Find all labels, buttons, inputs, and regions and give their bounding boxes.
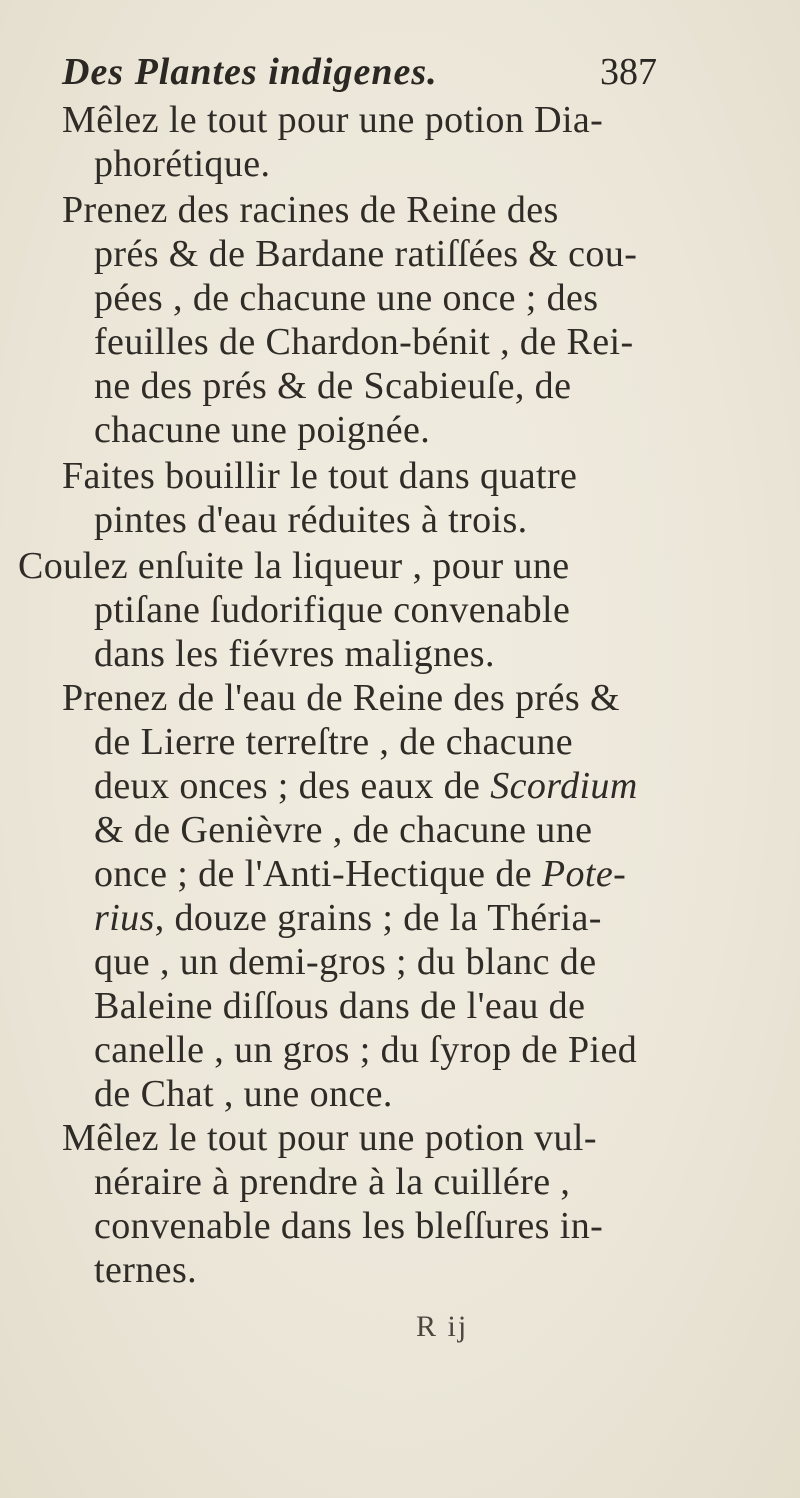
text-line-part: deux onces ; des eaux de xyxy=(94,765,481,807)
text-line: Mêlez le tout pour une potion Dia- xyxy=(62,99,604,141)
italic-term: rius xyxy=(94,897,155,939)
text-line: de Chat , une once. xyxy=(94,1073,393,1115)
text-line: & de Genièvre , de chacune une xyxy=(94,809,593,851)
text-line: de Lierre terreſtre , de chacune xyxy=(94,721,574,763)
text-line: convenable dans les bleſſures in- xyxy=(94,1205,604,1247)
page-number: 387 xyxy=(600,51,657,93)
text-line: phorétique. xyxy=(94,143,271,185)
running-title: Des Plantes indigenes. xyxy=(62,51,438,93)
text-line: ternes. xyxy=(94,1249,198,1291)
text-line: néraire à prendre à la cuillére , xyxy=(94,1161,571,1203)
text-line: pées , de chacune une once ; des xyxy=(94,277,599,319)
text-line: canelle , un gros ; du ſyrop de Pied xyxy=(94,1029,638,1071)
text-line: chacune une poignée. xyxy=(94,409,431,451)
running-header xyxy=(62,50,722,104)
text-line: que , un demi-gros ; du blanc de xyxy=(94,941,597,983)
text-line: Coulez enſuite la liqueur , pour une xyxy=(18,545,570,587)
text-line: Faites bouillir le tout dans quatre xyxy=(62,455,578,497)
text-line: dans les fiévres malignes. xyxy=(94,633,495,675)
italic-term: Pote- xyxy=(541,853,627,895)
text-line-part: once ; de l'Anti-Hectique de xyxy=(94,853,532,895)
text-line xyxy=(94,764,638,808)
text-line-part: , douze grains ; de la Théria- xyxy=(154,897,602,939)
text-line: feuilles de Chardon-bénit , de Rei- xyxy=(94,321,634,363)
text-line xyxy=(94,852,626,896)
text-line: ptiſane ſudorifique convenable xyxy=(94,589,571,631)
signature-mark: R ij xyxy=(416,1310,469,1343)
italic-term: Scordium xyxy=(490,765,638,807)
text-line: Baleine diſſous dans de l'eau de xyxy=(94,985,586,1027)
text-line: Prenez de l'eau de Reine des prés & xyxy=(62,677,620,719)
text-line: pintes d'eau réduites à trois. xyxy=(94,499,528,541)
text-line: Mêlez le tout pour une potion vul- xyxy=(62,1117,597,1159)
text-line: Prenez des racines de Reine des xyxy=(62,189,559,231)
text-line: prés & de Bardane ratiſſées & cou- xyxy=(94,233,638,275)
text-line xyxy=(94,896,602,940)
text-line: ne des prés & de Scabieuſe, de xyxy=(94,365,572,407)
